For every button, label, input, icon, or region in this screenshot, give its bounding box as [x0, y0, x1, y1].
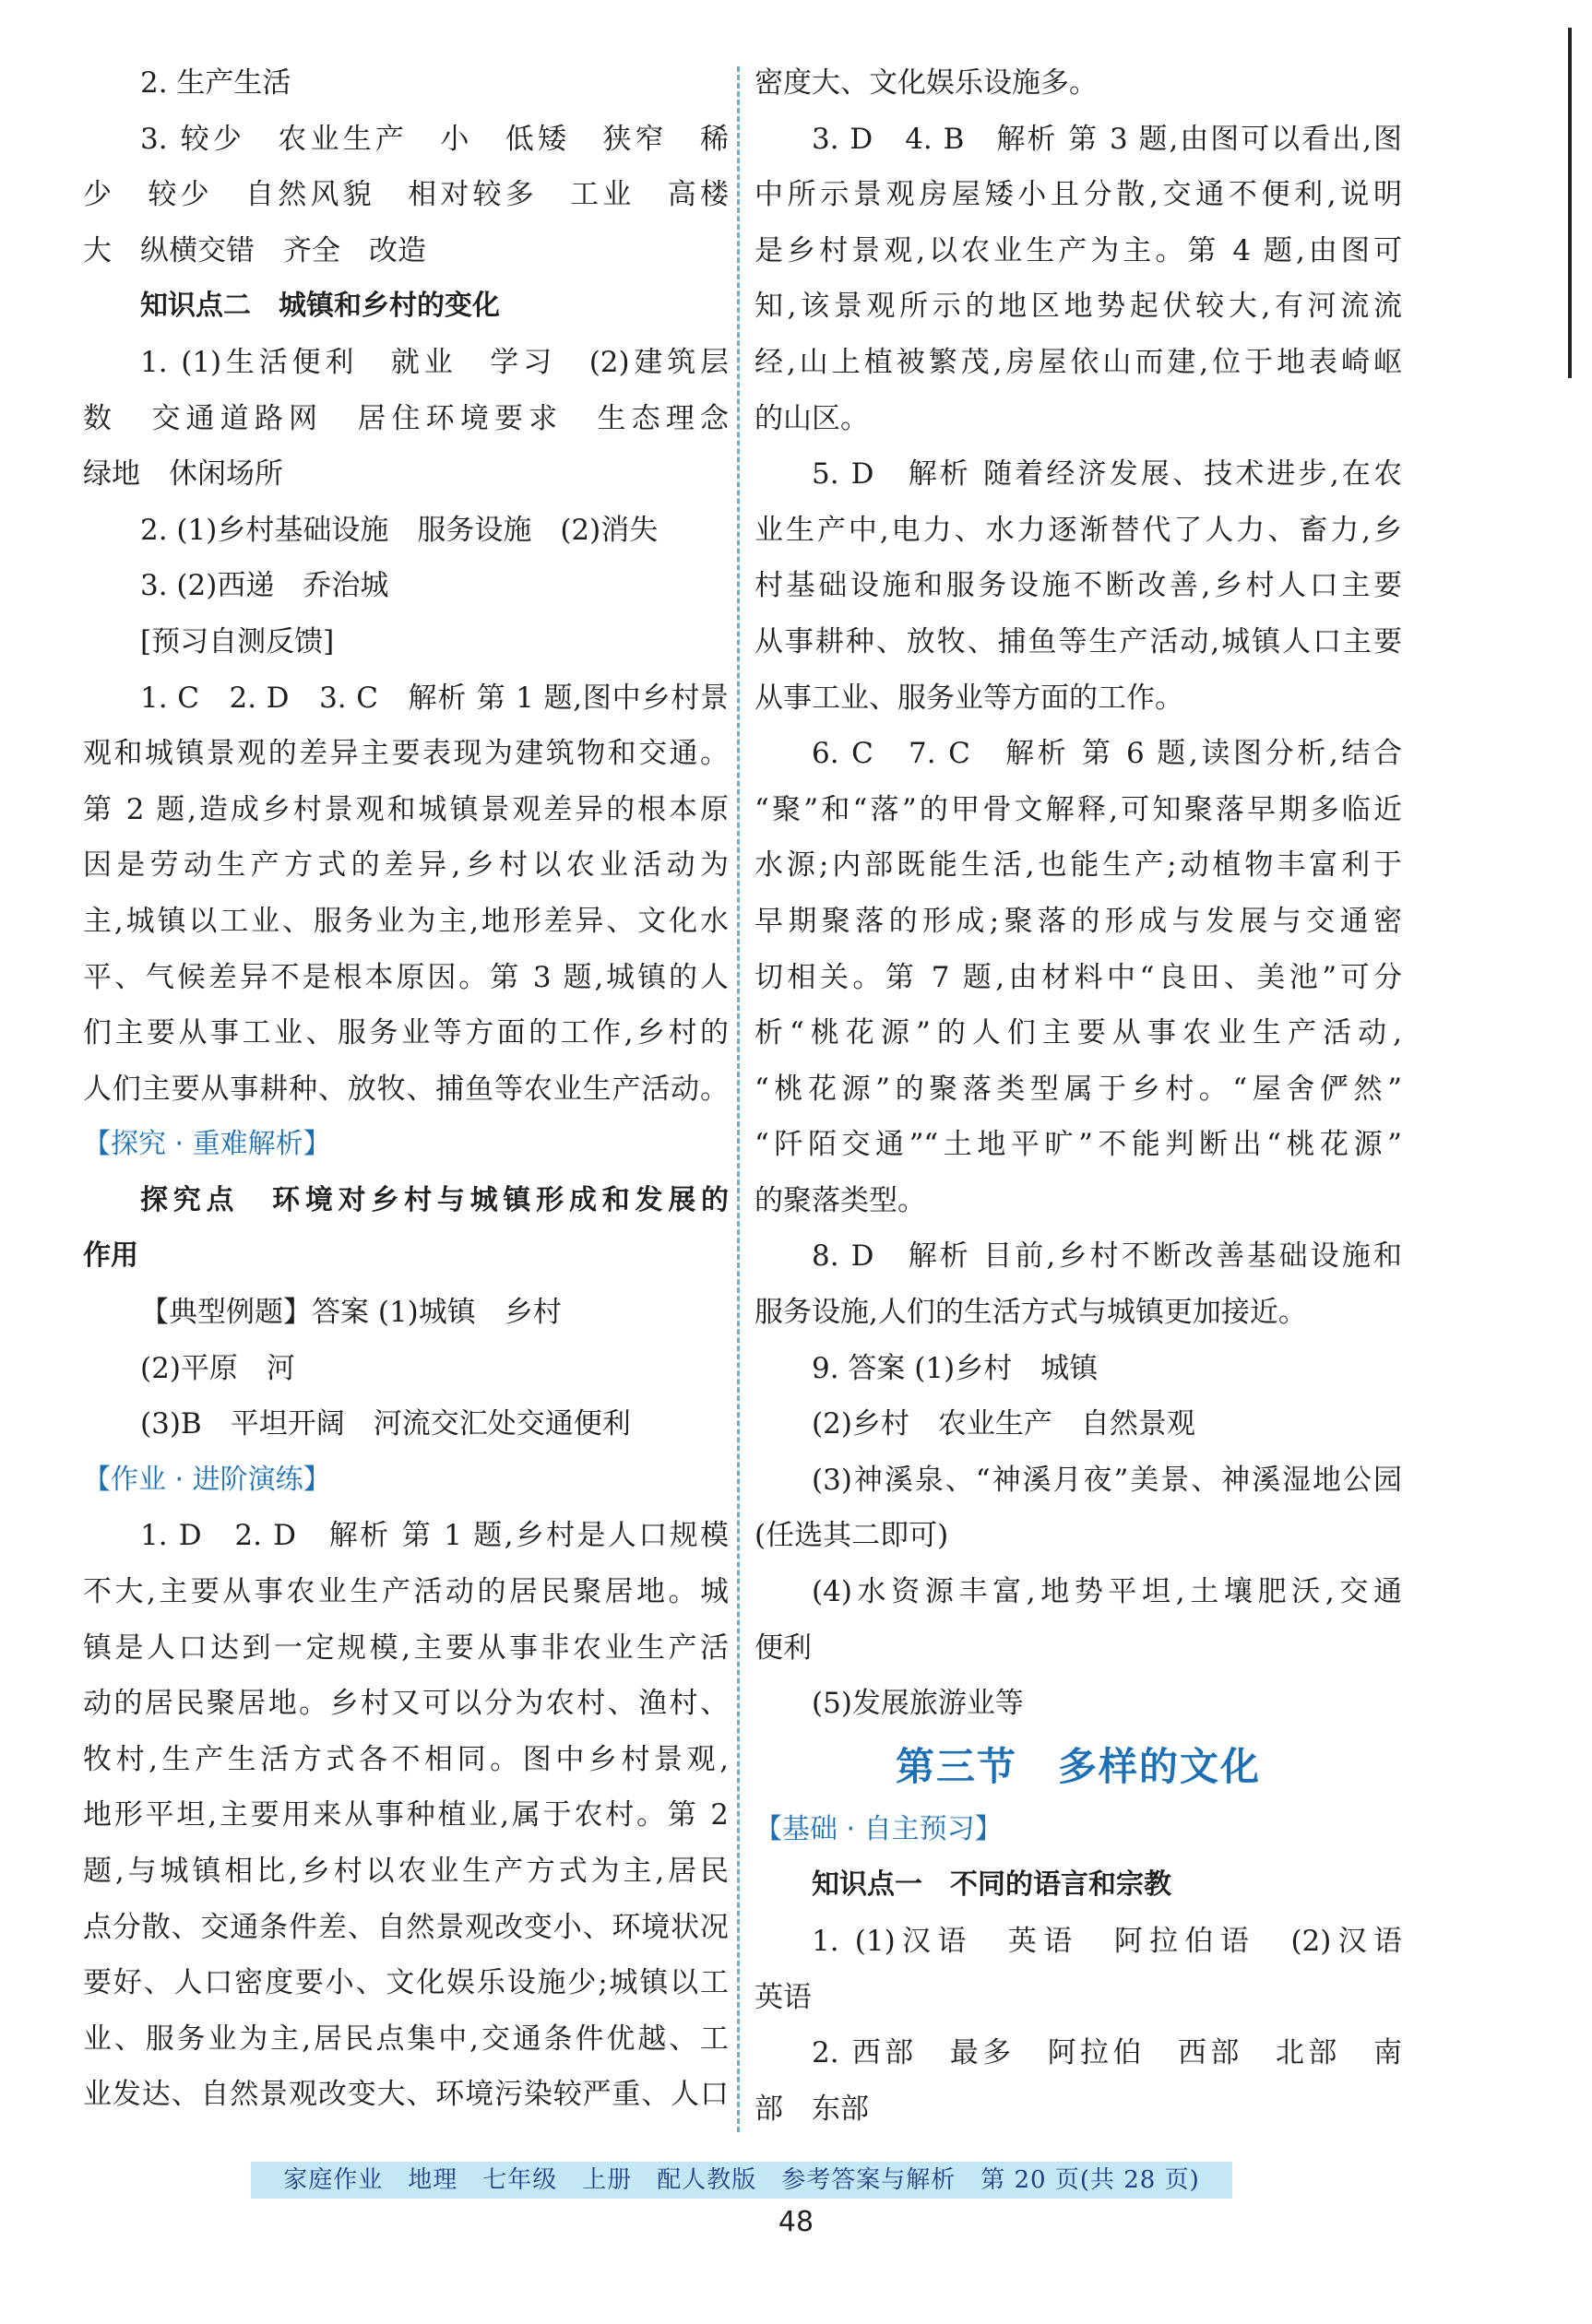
text-line: 点分散、交通条件差、自然景观改变小、环境状况 — [83, 1910, 729, 1944]
text-line: 9. 答案 (1)乡村 城镇 — [812, 1351, 1099, 1385]
text-line: 从事工业、服务业等方面的工作。 — [754, 681, 1183, 715]
text-line: 业发达、自然景观改变大、环境污染较严重、人口 — [83, 2078, 729, 2112]
text-line: 2. 西部 最多 阿拉伯 西部 北部 南 — [812, 2036, 1402, 2070]
text-line: 村基础设施和服务设施不断改善,乡村人口主要 — [754, 569, 1402, 603]
text-line: “阡陌交通”“土地平旷”不能判断出“桃花源” — [754, 1128, 1402, 1162]
text-line: 地形平坦,主要用来从事种植业,属于农村。第 2 — [83, 1798, 729, 1832]
right-column-preview — [754, 1802, 1402, 2138]
text-line: 3. D 4. B 解析 第 3 题,由图可以看出,图 — [812, 122, 1402, 156]
text-line: (4)水资源丰富,地势平坦,土壤肥沃,交通 — [812, 1575, 1402, 1609]
text-line: 5. D 解析 随着经济发展、技术进步,在农 — [812, 457, 1402, 492]
text-line: (2)平原 河 — [140, 1351, 295, 1385]
text-line: 的聚落类型。 — [754, 1183, 926, 1217]
text-line: 3. (2)西递 乔治城 — [140, 569, 389, 603]
text-line: (5)发展旅游业等 — [812, 1687, 1024, 1721]
text-line: 少 较少 自然风貌 相对较多 工业 高楼 — [83, 178, 729, 212]
text-line: 作用 — [83, 1239, 138, 1273]
text-line: (3)神溪泉、“神溪月夜”美景、神溪湿地公园 — [812, 1463, 1402, 1497]
text-line: 中所示景观房屋矮小且分散,交通不便利,说明 — [754, 178, 1402, 212]
text-line: 1. (1)生活便利 就业 学习 (2)建筑层 — [140, 345, 729, 379]
text-line: 2. (1)乡村基础设施 服务设施 (2)消失 — [140, 513, 659, 547]
text-line: 的山区。 — [754, 401, 869, 435]
text-line: 服务设施,人们的生活方式与城镇更加接近。 — [754, 1296, 1307, 1330]
text-line: 1. (1)汉语 英语 阿拉伯语 (2)汉语 — [812, 1925, 1402, 1958]
text-line: 们主要从事工业、服务业等方面的工作,乡村的 — [83, 1016, 729, 1050]
text-line: 业生产中,电力、水力逐渐替代了人力、畜力,乡 — [754, 513, 1402, 547]
text-line: 数 交通道路网 居住环境要求 生态理念 — [83, 401, 729, 435]
text-line: 6. C 7. C 解析 第 6 题,读图分析,结合 — [812, 737, 1402, 771]
text-line: 是乡村景观,以农业生产为主。第 4 题,由图可 — [754, 233, 1402, 267]
text-line: 密度大、文化娱乐设施多。 — [754, 66, 1098, 100]
text-line: (任选其二即可) — [754, 1519, 949, 1553]
text-line: 水源;内部既能生活,也能生产;动植物丰富利于 — [754, 848, 1402, 883]
text-line: 镇是人口达到一定规模,主要从事非农业生产活 — [83, 1630, 729, 1665]
text-line: 知,该景观所示的地区地势起伏较大,有河流流 — [754, 290, 1402, 324]
text-line: 业、服务业为主,居民点集中,交通条件优越、工 — [83, 2022, 729, 2056]
text-line: “聚”和“落”的甲骨文解释,可知聚落早期多临近 — [754, 792, 1402, 826]
text-line: “桃花源”的聚落类型属于乡村。“屋舍俨然” — [754, 1072, 1402, 1106]
text-line: 早期聚落的形成;聚落的形成与发展与交通密 — [754, 904, 1402, 938]
text-line: 2. 生产生活 — [140, 66, 291, 100]
text-line: 平、气候差异不是根本原因。第 3 题,城镇的人 — [83, 960, 729, 994]
text-line: 探究点 环境对乡村与城镇形成和发展的 — [140, 1183, 729, 1216]
column-divider — [737, 66, 740, 2132]
text-line: (3)B 平坦开阔 河流交汇处交通便利 — [140, 1407, 631, 1441]
text-line: 大 纵横交错 齐全 改造 — [83, 233, 426, 267]
text-line: 8. D 解析 目前,乡村不断改善基础设施和 — [812, 1239, 1402, 1274]
text-line: 析“桃花源”的人们主要从事农业生产活动, — [754, 1016, 1402, 1050]
text-line: 知识点一 不同的语言和宗教 — [812, 1868, 1171, 1902]
text-line: 主,城镇以工业、服务业为主,地形差异、文化水 — [83, 904, 729, 938]
text-line: 3. 较少 农业生产 小 低矮 狭窄 稀 — [140, 122, 729, 156]
text-line: 切相关。第 7 题,由材料中“良田、美池”可分 — [754, 960, 1402, 994]
text-line: 【基础 · 自主预习】 — [754, 1812, 1003, 1845]
section-title: 第三节 多样的文化 — [895, 1743, 1261, 1789]
text-line: 便利 — [754, 1630, 812, 1665]
text-line: 英语 — [754, 1980, 812, 2014]
page-number: 48 — [778, 2206, 814, 2238]
text-line: 题,与城镇相比,乡村以农业生产方式为主,居民 — [83, 1855, 729, 1888]
text-line: 经,山上植被繁茂,房屋依山而建,位于地表崎岖 — [754, 345, 1402, 379]
text-line: 因是劳动生产方式的差异,乡村以农业活动为 — [83, 848, 729, 883]
text-line: 【作业 · 进阶演练】 — [83, 1463, 331, 1496]
text-line: 【典型例题】答案 (1)城镇 乡村 — [140, 1296, 562, 1330]
text-line: 要好、人口密度要小、文化娱乐设施少;城镇以工 — [83, 1966, 729, 2000]
right-column — [754, 55, 1402, 2137]
text-line: 绿地 休闲场所 — [83, 457, 283, 492]
page-footer: 家庭作业 地理 七年级 上册 配人教版 参考答案与解析 第 20 页(共 28 页) — [251, 2162, 1232, 2199]
text-line: 从事耕种、放牧、捕鱼等生产活动,城镇人口主要 — [754, 624, 1402, 658]
text-line: 人们主要从事耕种、放牧、捕鱼等农业生产活动。 — [83, 1072, 729, 1106]
text-line: 知识点二 城镇和乡村的变化 — [140, 290, 500, 323]
text-line: 动的居民聚居地。乡村又可以分为农村、渔村、 — [83, 1687, 729, 1721]
text-line: (2)乡村 农业生产 自然景观 — [812, 1407, 1195, 1441]
text-line: 部 东部 — [754, 2092, 869, 2126]
text-line: 不大,主要从事农业生产活动的居民聚居地。城 — [83, 1575, 729, 1609]
text-line: 第 2 题,造成乡村景观和城镇景观差异的根本原 — [83, 792, 729, 826]
left-column — [83, 55, 729, 2123]
text-line: 观和城镇景观的差异主要表现为建筑物和交通。 — [83, 737, 729, 771]
text-line: 1. C 2. D 3. C 解析 第 1 题,图中乡村景 — [140, 681, 729, 715]
right-column-answers — [754, 55, 1402, 1732]
text-line: 1. D 2. D 解析 第 1 题,乡村是人口规模 — [140, 1519, 729, 1553]
scan-edge-mark — [1568, 28, 1572, 378]
text-line: [预习自测反馈] — [140, 624, 335, 658]
text-line: 【探究 · 重难解析】 — [83, 1128, 331, 1161]
text-line: 牧村,生产生活方式各不相同。图中乡村景观, — [83, 1742, 729, 1776]
